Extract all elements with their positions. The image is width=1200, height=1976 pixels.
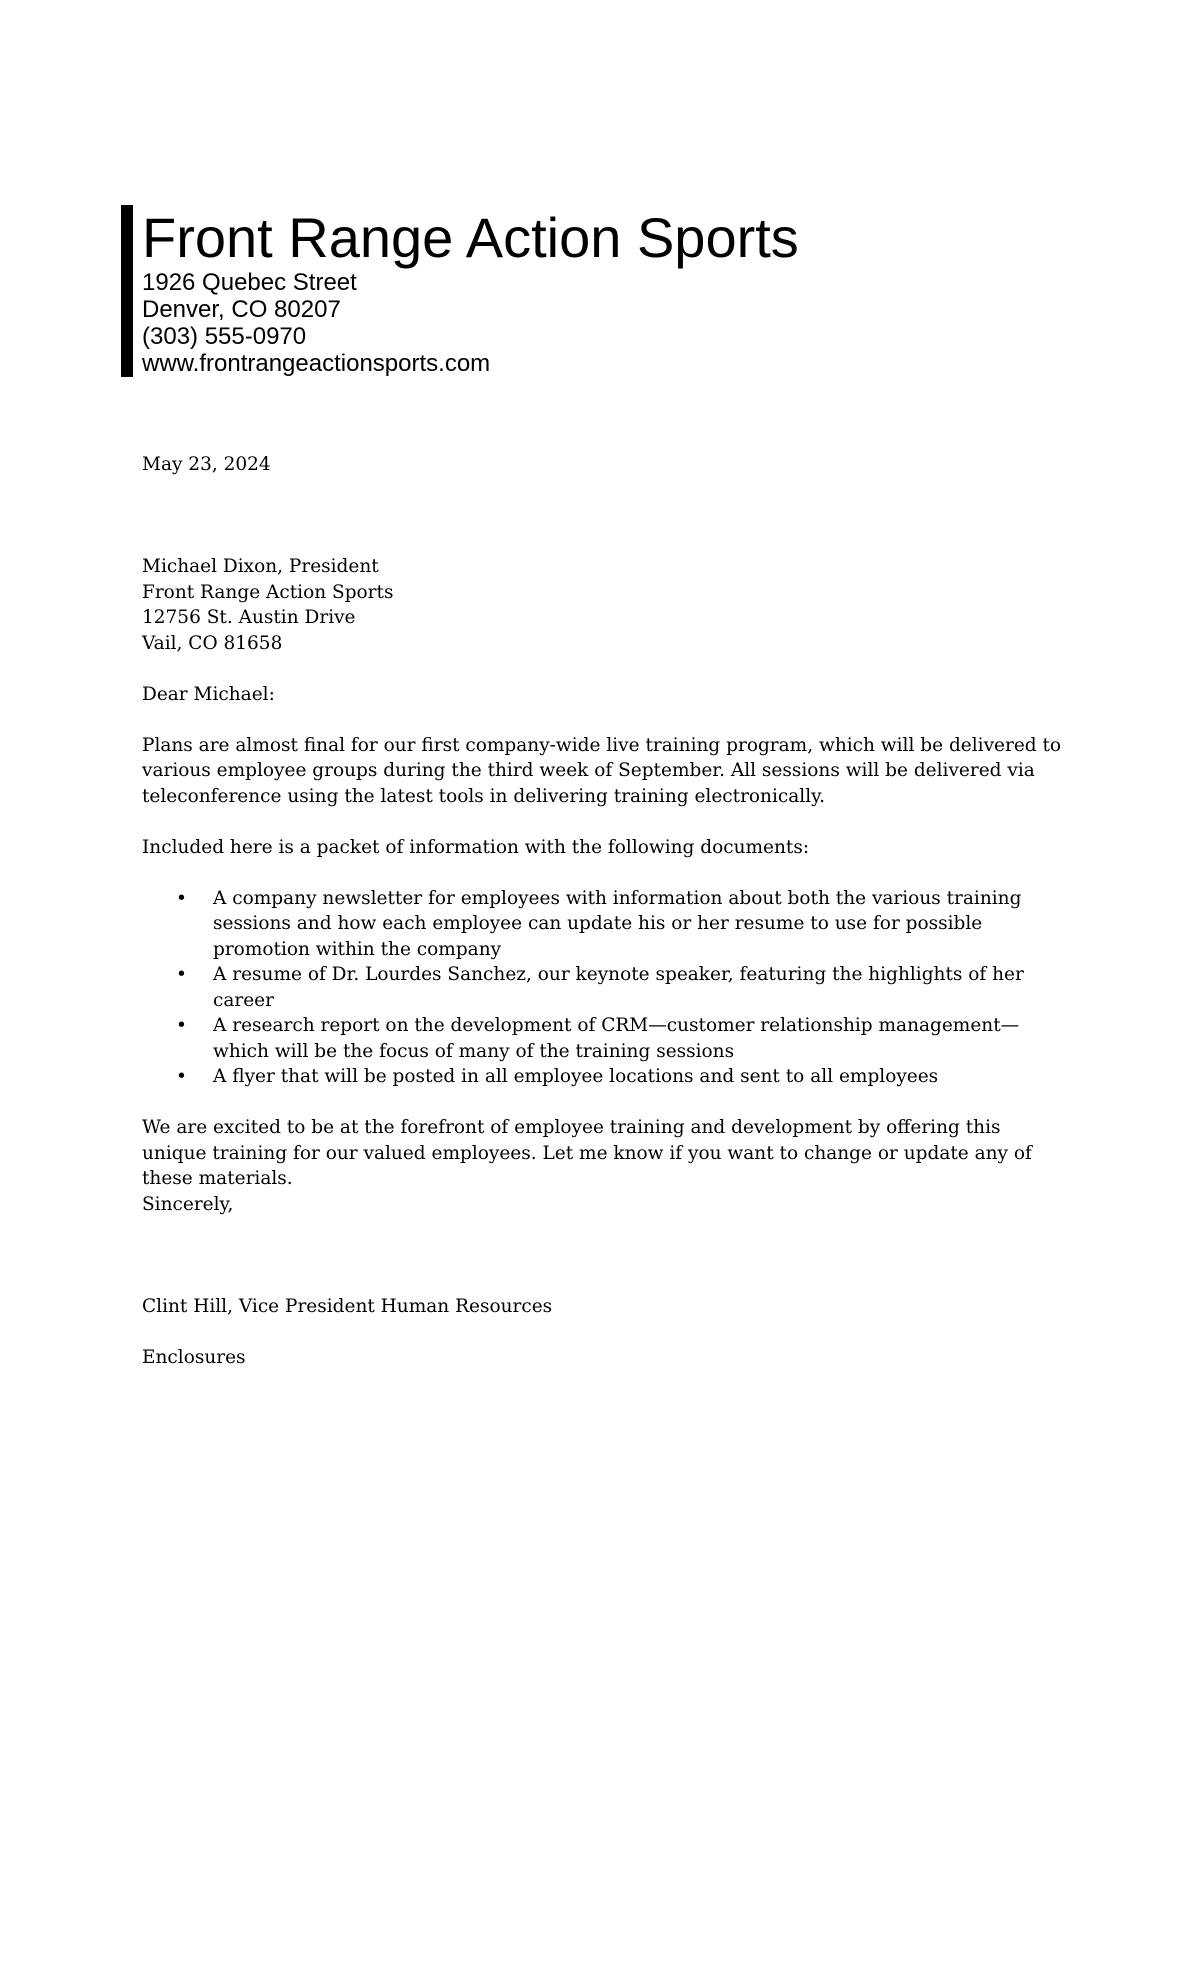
company-phone: (303) 555-0970 <box>142 323 307 350</box>
enclosures-notation: Enclosures <box>142 1346 246 1368</box>
company-city: Denver, CO 80207 <box>142 296 341 323</box>
recipient-address <box>142 554 1062 656</box>
bullet-icon: • <box>176 1066 187 1087</box>
list-item-text: A company newsletter for employees with information about both the various training sessions and how each employee can update his or her resume to use for possible promotion within the company <box>213 887 1022 960</box>
recipient-company: Front Range Action Sports <box>142 581 394 603</box>
salutation: Dear Michael: <box>142 683 275 705</box>
recipient-name: Michael Dixon, President <box>142 556 379 577</box>
bullet-icon: • <box>176 1015 187 1036</box>
company-name: Front Range Action Sports <box>142 206 799 269</box>
company-street: 1926 Quebec Street <box>142 269 357 296</box>
list-item-text: A resume of Dr. Lourdes Sanchez, our keynote speaker, featuring the highlights of her career <box>213 964 1024 1011</box>
list-item <box>142 886 1062 963</box>
list-item-text: A flyer that will be posted in all employee locations and sent to all employees <box>213 1066 939 1087</box>
complimentary-close: Sincerely, <box>142 1193 234 1215</box>
list-item-text: A research report on the development of CRM—customer relationship management—which will be the focus of many of the training sessions <box>213 1015 1020 1062</box>
letter-body <box>142 452 1062 1370</box>
list-item <box>142 1013 1062 1064</box>
letterhead-accent-bar <box>121 205 133 377</box>
letterhead <box>121 205 1021 377</box>
company-website: www.frontrangeactionsports.com <box>142 350 491 377</box>
recipient-street: 12756 St. Austin Drive <box>142 607 356 628</box>
recipient-city: Vail, CO 81658 <box>142 632 283 654</box>
paragraph-intro: Plans are almost final for our first company-wide live training program, which will be delivered to various employee groups during the third week of September. All sessions will be delivered via teleconference using the latest tools in delivering training electronically. <box>142 734 1062 807</box>
signature-line: Clint Hill, Vice President Human Resources <box>142 1295 553 1317</box>
letter-date: May 23, 2024 <box>142 454 271 475</box>
bullet-icon: • <box>176 887 187 909</box>
documents-list <box>142 886 1062 1090</box>
paragraph-closing: We are excited to be at the forefront of employee training and development by offering this unique training for our valued employees. Let me know if you want to change or update any of these materials. <box>142 1117 1032 1189</box>
bullet-icon: • <box>176 964 187 985</box>
list-item <box>142 962 1062 1013</box>
paragraph-packet: Included here is a packet of information with the following documents: <box>142 836 810 858</box>
list-item <box>142 1064 1062 1090</box>
